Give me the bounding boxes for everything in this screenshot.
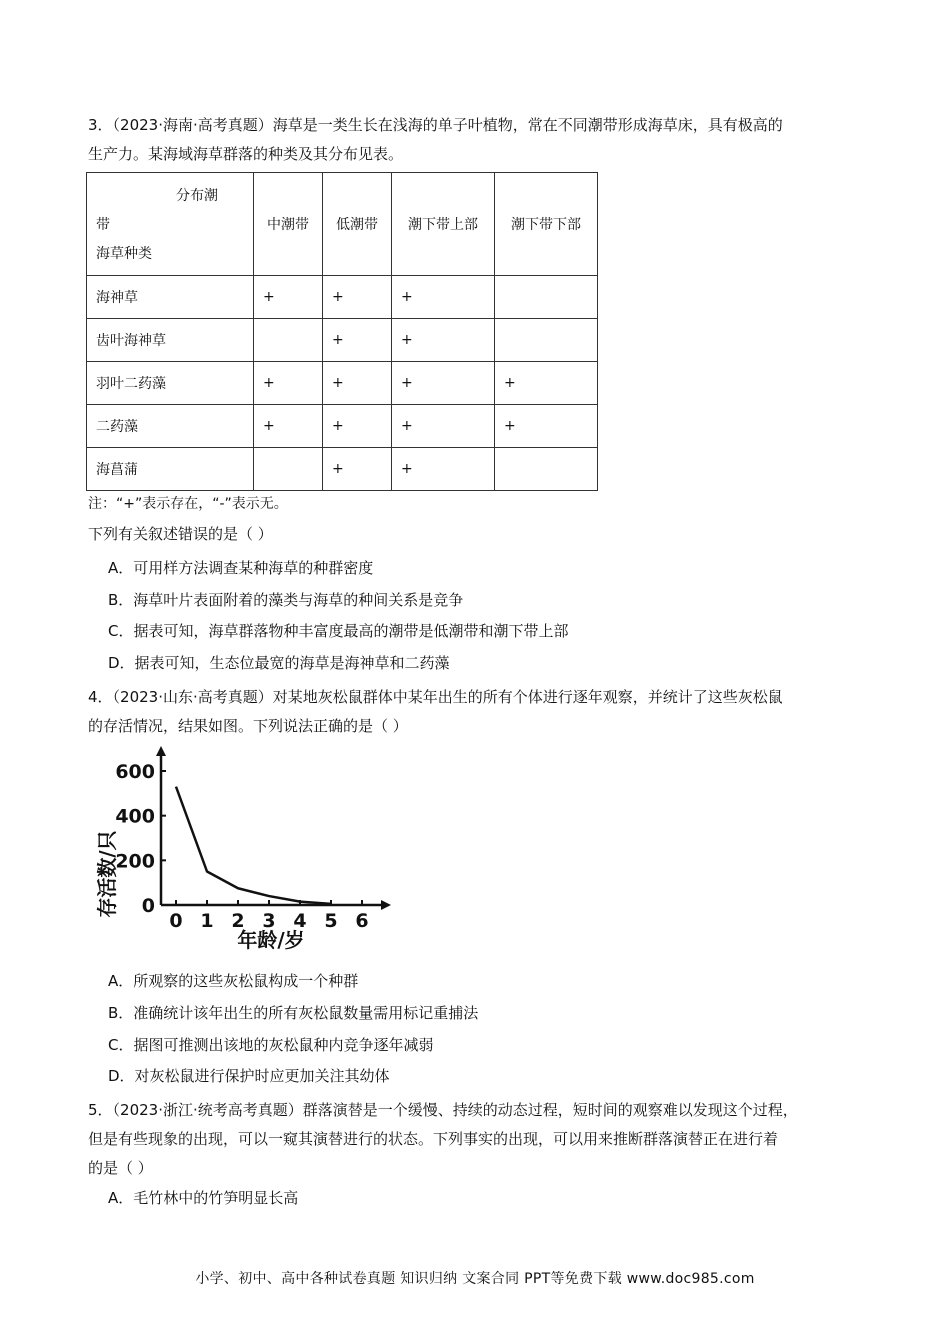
column-header: 潮下带下部 <box>495 173 598 276</box>
q4-option-d: D．对灰松鼠进行保护时应更加关注其幼体 <box>108 1067 390 1085</box>
q5-stem-line3: 的是（ ） <box>88 1159 153 1177</box>
header-diag-line1: 分布潮 <box>176 187 218 204</box>
seagrass-distribution-table <box>86 172 598 491</box>
table-cell: + <box>254 362 323 405</box>
header-diag-line2: 带 <box>96 216 110 233</box>
row-species-name: 海神草 <box>87 276 254 319</box>
y-tick-label: 600 <box>115 761 155 783</box>
table-cell: + <box>495 405 598 448</box>
q4-option-c: C．据图可推测出该地的灰松鼠种内竞争逐年减弱 <box>108 1036 434 1054</box>
q3-option-c: C．据表可知，海草群落物种丰富度最高的潮带是低潮带和潮下带上部 <box>108 622 569 640</box>
table-row <box>87 362 598 405</box>
q5-stem-line1: 5．（2023·浙江·统考高考真题）群落演替是一个缓慢、持续的动态过程，短时间的观察难以发现这个过程， <box>88 1101 798 1119</box>
column-header: 低潮带 <box>323 173 392 276</box>
q3-prompt: 下列有关叙述错误的是（ ） <box>88 525 273 543</box>
column-header: 潮下带上部 <box>392 173 495 276</box>
x-tick-label: 1 <box>200 910 214 932</box>
y-tick-label: 200 <box>115 850 155 873</box>
y-tick-label: 400 <box>115 805 155 828</box>
x-tick-label: 2 <box>231 910 245 932</box>
row-species-name: 羽叶二药藻 <box>87 362 254 405</box>
table-cell <box>495 276 598 319</box>
x-tick-label: 3 <box>262 910 276 932</box>
page-footer: 小学、初中、高中各种试卷真题 知识归纳 文案合同 PPT等免费下载 www.doc985.com <box>195 1271 755 1287</box>
x-tick-label: 5 <box>324 910 338 932</box>
table-cell: + <box>323 405 392 448</box>
table-row <box>87 448 598 491</box>
table-cell <box>254 319 323 362</box>
table-cell: + <box>392 276 495 319</box>
survival-curve <box>176 787 331 904</box>
q3-option-d: D．据表可知，生态位最宽的海草是海神草和二药藻 <box>108 654 450 672</box>
q5-stem-line2: 但是有些现象的出现，可以一窥其演替进行的状态。下列事实的出现，可以用来推断群落演替正在进行着 <box>88 1130 779 1148</box>
table-note: 注：“+”表示存在，“-”表示无。 <box>88 496 288 512</box>
table-cell: + <box>495 362 598 405</box>
table-cell: + <box>392 448 495 491</box>
q4-option-a: A．所观察的这些灰松鼠构成一个种群 <box>108 972 359 990</box>
table-cell <box>495 448 598 491</box>
header-diag-line3: 海草种类 <box>96 245 152 262</box>
column-header: 中潮带 <box>254 173 323 276</box>
table-row <box>87 319 598 362</box>
survival-chart <box>86 742 396 952</box>
table-header-row <box>87 173 598 276</box>
table-cell <box>495 319 598 362</box>
chart-x-axis-label: 年龄/岁 <box>237 928 305 952</box>
x-tick-label: 6 <box>355 910 369 932</box>
x-axis-arrow <box>381 900 391 910</box>
q3-stem-line1: 3．（2023·海南·高考真题）海草是一类生长在浅海的单子叶植物，常在不同潮带形成海草床，具有极高的 <box>88 116 783 134</box>
table-cell: + <box>392 319 495 362</box>
table-cell: + <box>392 362 495 405</box>
x-tick-label: 0 <box>169 910 183 932</box>
row-species-name: 海菖蒲 <box>87 448 254 491</box>
table-row <box>87 405 598 448</box>
table-cell: + <box>323 319 392 362</box>
row-species-name: 齿叶海神草 <box>87 319 254 362</box>
q3-option-b: B．海草叶片表面附着的藻类与海草的种间关系是竞争 <box>108 591 464 609</box>
chart-y-axis-label: 存活数/只 <box>95 830 119 918</box>
table-diagonal-header <box>87 173 254 276</box>
y-tick-label: 0 <box>141 895 155 917</box>
table-cell: + <box>323 362 392 405</box>
table-cell: + <box>254 405 323 448</box>
table-row <box>87 276 598 319</box>
y-axis-arrow <box>156 746 166 756</box>
q4-option-b: B．准确统计该年出生的所有灰松鼠数量需用标记重捕法 <box>108 1004 479 1022</box>
table-cell: + <box>323 276 392 319</box>
q3-option-a: A．可用样方法调查某种海草的种群密度 <box>108 559 374 577</box>
chart-series <box>176 787 331 904</box>
q4-stem-line2: 的存活情况，结果如图。下列说法正确的是（ ） <box>88 717 408 735</box>
table-cell: + <box>392 405 495 448</box>
row-species-name: 二药藻 <box>87 405 254 448</box>
chart-ticks <box>115 761 368 932</box>
table-cell: + <box>323 448 392 491</box>
table-cell: + <box>254 276 323 319</box>
x-tick-label: 4 <box>293 910 307 932</box>
table-cell <box>254 448 323 491</box>
q3-stem-line2: 生产力。某海域海草群落的种类及其分布见表。 <box>88 145 404 163</box>
q4-stem-line1: 4．（2023·山东·高考真题）对某地灰松鼠群体中某年出生的所有个体进行逐年观察，并统计了这些灰松鼠 <box>88 688 783 706</box>
q5-option-a: A．毛竹林中的竹笋明显长高 <box>108 1189 299 1207</box>
